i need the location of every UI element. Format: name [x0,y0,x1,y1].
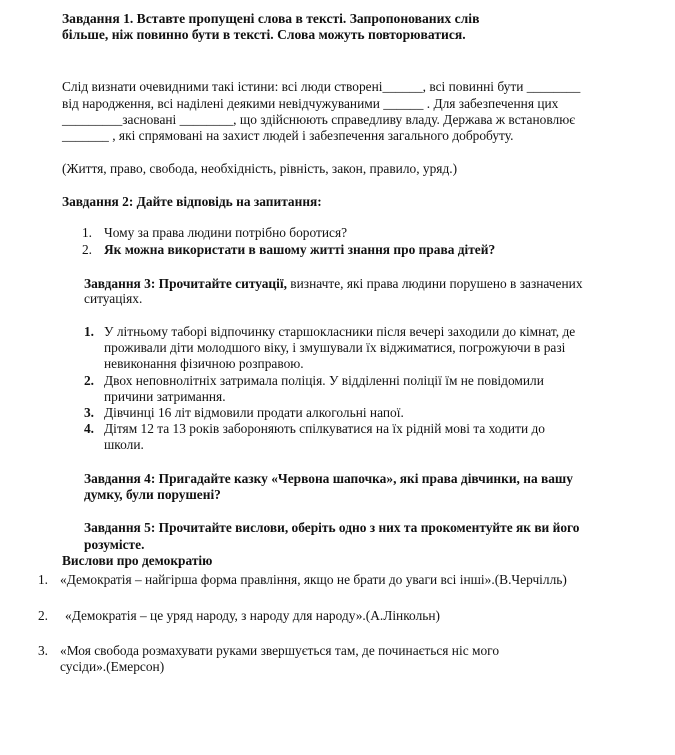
task3-item-line: Двох неповнолітніх затримала поліція. У відділенні поліції їм не повідомили [104,373,544,388]
task3-item-line: проживали діти молодшого віку, і змушували їх віджиматися, погрожуючи в разі [104,340,566,355]
quote-text: «Демократія – це уряд народу, з народу для народу».(А.Лінкольн) [65,608,440,623]
task5-title-line2: розумісте. [84,537,145,552]
task1-title-line2: більше, ніж повинно бути в тексті. Слова можуть повторюватися. [62,27,466,42]
task4-title-line2: думку, були порушені? [84,487,221,502]
quote-number: 3. [37,643,48,658]
task2-question-number: 2. [81,242,92,257]
task1-word-bank: (Життя, право, свобода, необхідність, рівність, закон, правило, уряд.) [62,161,458,176]
quote-text: сусіди».(Емерсон) [60,659,165,674]
task1-paragraph-line1: Слід визнати очевидними такі істини: всі люди створені______, всі повинні бути ________ [62,79,581,94]
task3-title-rest: визначте, які права людини порушено в зазначених [286,276,583,291]
task5-title-line1: Завдання 5: Прочитайте вислови, оберіть одно з них та прокоментуйте як ви його [84,520,580,535]
task2-question: Як можна використати в вашому житті знання про права дітей? [104,242,496,257]
task3-item-line: У літньому таборі відпочинку старшокласники після вечері заходили до кімнат, де [104,324,576,339]
task1-paragraph-line2: від народження, всі наділені деякими невідчужуваними ______ . Для забезпечення цих [62,96,559,111]
task3-title-bold: Завдання 3: Прочитайте ситуації, [84,276,287,291]
task3-item-line: невиконання фізичною розправою. [104,356,304,371]
task3-item-line: школи. [104,437,144,452]
task1-paragraph-line3: _________засновані ________, що здійснюють справедливу владу. Держава ж встановлює [62,112,575,127]
quote-text: «Моя свобода розмахувати руками звершується там, де починається ніс мого [60,643,500,658]
quote-number: 1. [37,572,48,587]
task4-title-line1: Завдання 4: Пригадайте казку «Червона шапочка», які права дівчинки, на вашу [84,471,573,486]
task3-title-line2: ситуаціях. [84,291,143,306]
task3-item-line: Дітям 12 та 13 років забороняють спілкуватися на їх рідній мові та ходити до [104,421,545,436]
task5-subtitle: Вислови про демократію [62,553,213,568]
task3-item-number: 2. [83,373,94,388]
task1-paragraph-line4: _______ , які спрямовані на захист людей і забезпечення загального добробуту. [62,128,514,143]
task2-question-number: 1. [81,225,92,240]
task2-question: Чому за права людини потрібно боротися? [104,225,348,240]
task2-title: Завдання 2: Дайте відповідь на запитання: [62,194,322,209]
quote-text: «Демократія – найгірша форма правління, якщо не брати до уваги всі інші».(В.Черчілль) [60,572,567,587]
task3-item-number: 4. [83,421,94,436]
task3-title-line1 [84,276,583,293]
task3-item-number: 3. [83,405,94,420]
task3-item-number: 1. [83,324,94,339]
task3-item-line: причини затримання. [104,389,226,404]
quote-number: 2. [37,608,48,623]
task3-item-line: Дівчинці 16 літ відмовили продати алкогольні напої. [104,405,404,420]
task1-title-line1: Завдання 1. Вставте пропущені слова в тексті. Запропонованих слів [62,11,480,26]
